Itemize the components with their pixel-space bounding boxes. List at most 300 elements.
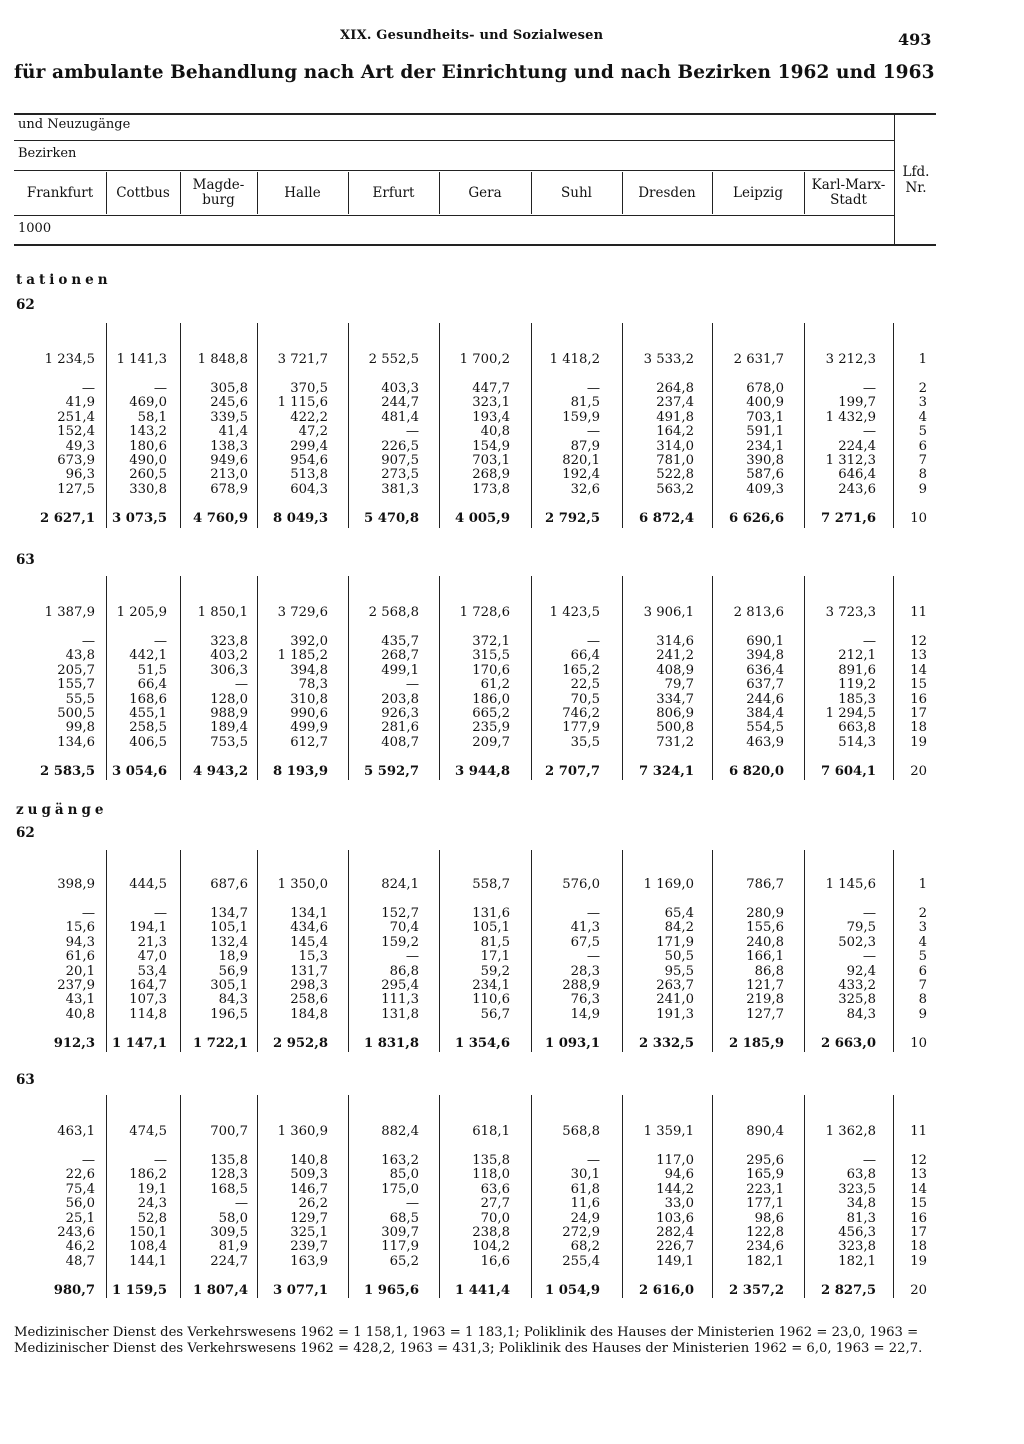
table-cell: 41,3 — [570, 920, 600, 936]
table-cell: 234,6 — [746, 1239, 784, 1255]
table-cell: 384,4 — [746, 706, 784, 721]
table-total-cell: 1 093,1 — [544, 1035, 600, 1051]
table-cell: 499,1 — [381, 662, 419, 678]
table-cell: 781,0 — [656, 453, 694, 468]
table-cell: 149,1 — [656, 1253, 694, 1269]
table-total-cell: 7 324,1 — [638, 763, 694, 779]
table-total-cell: 3 073,5 — [111, 510, 167, 526]
column-divider — [106, 323, 107, 528]
table-cell: 163,9 — [290, 1253, 328, 1269]
table-cell: 25,1 — [65, 1210, 95, 1226]
row-number: 12 — [910, 1153, 927, 1168]
column-divider — [180, 850, 181, 1052]
table-cell: 152,4 — [57, 424, 95, 440]
table-cell: 87,9 — [570, 438, 600, 454]
table-cell: — — [586, 634, 600, 649]
table-cell: — — [81, 634, 95, 649]
table-cell: 51,5 — [137, 662, 167, 678]
table-cell: 171,9 — [656, 934, 694, 950]
table-cell: 1 387,9 — [44, 605, 95, 620]
table-cell: 182,1 — [746, 1253, 784, 1269]
table-cell: 463,9 — [746, 734, 784, 750]
table-cell: 469,0 — [129, 395, 167, 411]
table-cell: 264,8 — [656, 381, 694, 396]
table-total-cell: 1 054,9 — [544, 1282, 600, 1298]
table-cell: 21,3 — [137, 934, 167, 950]
table-cell: 323,8 — [210, 634, 248, 649]
table-total-cell: 2 707,7 — [544, 763, 600, 779]
table-cell: 255,4 — [562, 1253, 600, 1269]
table-cell: 81,3 — [846, 1210, 876, 1226]
table-cell: 86,8 — [389, 963, 419, 979]
table-cell: 240,8 — [746, 934, 784, 950]
table-cell: 1 294,5 — [825, 706, 876, 721]
table-cell: 806,9 — [656, 706, 694, 721]
table-cell: 731,2 — [656, 734, 694, 750]
table-total-cell: 7 604,1 — [820, 763, 876, 779]
column-divider — [622, 323, 623, 528]
column-divider — [893, 323, 894, 528]
table-cell: 890,4 — [746, 1124, 784, 1139]
table-cell: 223,1 — [746, 1181, 784, 1197]
table-cell: 408,9 — [656, 662, 694, 678]
table-cell: 325,8 — [838, 992, 876, 1008]
table-cell: 28,3 — [570, 963, 600, 979]
table-total-cell: 6 626,6 — [728, 510, 784, 526]
table-cell: 435,7 — [381, 634, 419, 649]
page-number: 493 — [898, 30, 932, 49]
table-total-cell: 5 470,8 — [363, 510, 419, 526]
column-header: Cottbus — [116, 184, 170, 201]
row-number: 16 — [910, 1210, 927, 1226]
row-number: 18 — [910, 720, 927, 736]
table-cell: 122,8 — [746, 1225, 784, 1240]
table-cell: 11,6 — [570, 1196, 600, 1212]
row-number: 16 — [910, 691, 927, 707]
header-subtitle: und Neuzugänge — [18, 117, 131, 132]
table-cell: 234,1 — [746, 438, 784, 454]
table-cell: 665,2 — [472, 706, 510, 721]
table-total-cell: 2 952,8 — [272, 1035, 328, 1051]
table-cell: 79,5 — [846, 920, 876, 936]
table-cell: 70,4 — [389, 920, 419, 936]
row-number: 6 — [918, 963, 927, 979]
column-divider — [893, 850, 894, 1052]
header-lfd-divider — [894, 115, 895, 245]
table-total-cell: 2 332,5 — [638, 1035, 694, 1051]
table-cell: 165,9 — [746, 1167, 784, 1183]
table-cell: 84,3 — [846, 1006, 876, 1022]
table-total-cell: 3 077,1 — [272, 1282, 328, 1298]
table-cell: — — [862, 634, 876, 649]
table-cell: 224,4 — [838, 438, 876, 454]
table-cell: 192,4 — [562, 467, 600, 483]
table-cell: 604,3 — [290, 481, 328, 497]
table-cell: 1 360,9 — [277, 1124, 328, 1139]
table-cell: 79,7 — [664, 677, 694, 693]
table-cell: 199,7 — [838, 395, 876, 411]
table-total-cell: 1 354,6 — [454, 1035, 510, 1051]
table-cell: — — [862, 1153, 876, 1168]
table-cell: 63,8 — [846, 1167, 876, 1183]
table-cell: 309,7 — [381, 1225, 419, 1240]
table-cell: 117,9 — [381, 1239, 419, 1255]
table-cell: 514,3 — [838, 734, 876, 750]
table-cell: 177,9 — [562, 720, 600, 736]
column-divider — [348, 1095, 349, 1298]
table-cell: 408,7 — [381, 734, 419, 750]
table-cell: 65,4 — [664, 906, 694, 921]
table-cell: 53,4 — [137, 963, 167, 979]
table-cell: 145,4 — [290, 934, 328, 950]
table-cell: 177,1 — [746, 1196, 784, 1212]
table-cell: 118,0 — [472, 1167, 510, 1183]
table-cell: 491,8 — [656, 409, 694, 425]
table-cell: 159,2 — [381, 934, 419, 950]
table-cell: 1 432,9 — [825, 409, 876, 425]
section-year-1963: 63 — [16, 552, 35, 568]
table-cell: 48,7 — [65, 1253, 95, 1269]
header-group-label: Bezirken — [18, 146, 77, 161]
table-cell: 392,0 — [290, 634, 328, 649]
table-cell: 891,6 — [838, 662, 876, 678]
column-divider — [712, 576, 713, 780]
table-cell: 155,6 — [746, 920, 784, 936]
table-cell: 1 700,2 — [459, 352, 510, 367]
table-cell: 135,8 — [210, 1153, 248, 1168]
table-cell: — — [81, 381, 95, 396]
table-cell: 168,6 — [129, 691, 167, 707]
table-cell: 143,2 — [129, 424, 167, 440]
column-divider — [531, 1095, 532, 1298]
row-number: 17 — [910, 1225, 927, 1240]
column-divider — [257, 576, 258, 780]
table-cell: 61,8 — [570, 1181, 600, 1197]
table-cell: 339,5 — [210, 409, 248, 425]
table-cell: 189,4 — [210, 720, 248, 736]
header-top-rule — [14, 113, 936, 115]
table-cell: 260,5 — [129, 467, 167, 483]
running-head: XIX. Gesundheits- und Sozialwesen — [340, 28, 604, 43]
table-cell: 63,6 — [480, 1181, 510, 1197]
table-cell: 241,0 — [656, 992, 694, 1008]
column-header-divider — [804, 172, 805, 214]
table-total-cell: 4 943,2 — [192, 763, 248, 779]
table-cell: 34,8 — [846, 1196, 876, 1212]
section-year-1962: 62 — [16, 297, 35, 313]
table-cell: — — [586, 381, 600, 396]
table-total-cell: 1 441,4 — [454, 1282, 510, 1298]
row-number: 15 — [910, 1196, 927, 1212]
table-total-cell: 1 159,5 — [111, 1282, 167, 1298]
table-cell: 43,8 — [65, 648, 95, 664]
header-rule-3 — [14, 215, 894, 216]
column-divider — [439, 850, 440, 1052]
table-cell: 164,2 — [656, 424, 694, 440]
table-cell: — — [153, 906, 167, 921]
table-cell: 988,9 — [210, 706, 248, 721]
section-year-1963-zugaenge: 63 — [16, 1072, 35, 1088]
row-number: 7 — [918, 978, 927, 993]
row-number: 7 — [918, 453, 927, 468]
column-divider — [348, 576, 349, 780]
table-cell: 746,2 — [562, 706, 600, 721]
table-cell: 182,1 — [838, 1253, 876, 1269]
table-cell: 409,3 — [746, 481, 784, 497]
table-cell: 146,7 — [290, 1181, 328, 1197]
table-cell: 587,6 — [746, 467, 784, 483]
table-cell: 3 212,3 — [825, 352, 876, 367]
table-cell: 212,1 — [838, 648, 876, 664]
row-number: 10 — [910, 510, 927, 526]
table-cell: 394,8 — [746, 648, 784, 664]
table-cell: 1 205,9 — [116, 605, 167, 620]
table-cell: 129,7 — [290, 1210, 328, 1226]
table-cell: 131,8 — [381, 1006, 419, 1022]
column-header: Suhl — [561, 184, 592, 201]
table-cell: 447,7 — [472, 381, 510, 396]
row-number: 5 — [918, 424, 927, 440]
row-number: 12 — [910, 634, 927, 649]
table-cell: 35,5 — [570, 734, 600, 750]
table-cell: 522,8 — [656, 467, 694, 483]
table-cell: 84,2 — [664, 920, 694, 936]
table-total-cell: 2 792,5 — [544, 510, 600, 526]
table-cell: 1 169,0 — [643, 877, 694, 892]
table-cell: 299,4 — [290, 438, 328, 454]
row-number: 9 — [918, 1006, 927, 1022]
table-cell: 272,9 — [562, 1225, 600, 1240]
header-rule-1 — [14, 140, 894, 141]
table-cell: — — [586, 949, 600, 965]
row-number: 17 — [910, 706, 927, 721]
column-divider — [348, 850, 349, 1052]
table-cell: 128,0 — [210, 691, 248, 707]
table-cell: 390,8 — [746, 453, 784, 468]
row-number: 14 — [910, 1181, 927, 1197]
table-cell: 108,4 — [129, 1239, 167, 1255]
table-cell: 128,3 — [210, 1167, 248, 1183]
table-cell: 499,9 — [290, 720, 328, 736]
table-cell: 298,3 — [290, 978, 328, 993]
table-cell: 244,7 — [381, 395, 419, 411]
column-header: Gera — [468, 184, 502, 201]
table-cell: 209,7 — [472, 734, 510, 750]
table-cell: 394,8 — [290, 662, 328, 678]
table-cell: 700,7 — [210, 1124, 248, 1139]
column-header: Halle — [284, 184, 321, 201]
table-cell: 591,1 — [746, 424, 784, 440]
row-number: 3 — [918, 920, 927, 936]
table-cell: 40,8 — [480, 424, 510, 440]
column-divider — [180, 576, 181, 780]
table-cell: 17,1 — [480, 949, 510, 965]
column-divider — [804, 1095, 805, 1298]
table-cell: — — [862, 906, 876, 921]
column-divider — [804, 323, 805, 528]
table-cell: 94,6 — [664, 1167, 694, 1183]
table-cell: 40,8 — [65, 1006, 95, 1022]
table-cell: 43,1 — [65, 992, 95, 1008]
table-cell: — — [81, 906, 95, 921]
column-divider — [106, 850, 107, 1052]
table-total-cell: 2 185,9 — [728, 1035, 784, 1051]
column-divider — [439, 576, 440, 780]
table-cell: 305,1 — [210, 978, 248, 993]
table-cell: 33,0 — [664, 1196, 694, 1212]
table-cell: 81,9 — [218, 1239, 248, 1255]
table-cell: — — [153, 1153, 167, 1168]
table-cell: 75,4 — [65, 1181, 95, 1197]
table-cell: 678,0 — [746, 381, 784, 396]
table-cell: 786,7 — [746, 877, 784, 892]
table-cell: 94,3 — [65, 934, 95, 950]
column-header-divider — [439, 172, 440, 214]
column-divider — [439, 1095, 440, 1298]
table-cell: 2 813,6 — [733, 605, 784, 620]
column-divider — [180, 323, 181, 528]
table-cell: 107,3 — [129, 992, 167, 1008]
row-number: 13 — [910, 648, 927, 664]
table-cell: 1 185,2 — [277, 648, 328, 664]
section-year-1962-zugaenge: 62 — [16, 825, 35, 841]
column-divider — [257, 1095, 258, 1298]
table-cell: 273,5 — [381, 467, 419, 483]
table-cell: 434,6 — [290, 920, 328, 936]
table-cell: 196,5 — [210, 1006, 248, 1022]
table-cell: 235,9 — [472, 720, 510, 736]
table-cell: 67,5 — [570, 934, 600, 950]
table-cell: 576,0 — [562, 877, 600, 892]
table-cell: 330,8 — [129, 481, 167, 497]
table-cell: 314,0 — [656, 438, 694, 454]
table-cell: 295,4 — [381, 978, 419, 993]
table-cell: 86,8 — [754, 963, 784, 979]
table-cell: 55,5 — [65, 691, 95, 707]
table-cell: 315,5 — [472, 648, 510, 664]
table-cell: 95,5 — [664, 963, 694, 979]
table-cell: 309,5 — [210, 1225, 248, 1240]
table-cell: 618,1 — [472, 1124, 510, 1139]
table-cell: 56,7 — [480, 1006, 510, 1022]
table-cell: 258,6 — [290, 992, 328, 1008]
table-cell: 403,3 — [381, 381, 419, 396]
table-cell: 159,9 — [562, 409, 600, 425]
table-cell: 239,7 — [290, 1239, 328, 1255]
table-cell: 314,6 — [656, 634, 694, 649]
column-divider — [257, 323, 258, 528]
table-cell: 513,8 — [290, 467, 328, 483]
table-cell: 150,1 — [129, 1225, 167, 1240]
row-number: 13 — [910, 1167, 927, 1183]
table-cell: 152,7 — [381, 906, 419, 921]
table-cell: 381,3 — [381, 481, 419, 497]
table-cell: 502,3 — [838, 934, 876, 950]
table-cell: 490,0 — [129, 453, 167, 468]
table-cell: 47,0 — [137, 949, 167, 965]
table-cell: 14,9 — [570, 1006, 600, 1022]
table-cell: 213,0 — [210, 467, 248, 483]
table-cell: 1 145,6 — [825, 877, 876, 892]
table-cell: 310,8 — [290, 691, 328, 707]
table-cell: 1 728,6 — [459, 605, 510, 620]
table-cell: 690,1 — [746, 634, 784, 649]
table-cell: 155,7 — [57, 677, 95, 693]
table-cell: 226,7 — [656, 1239, 694, 1255]
header-rule-2 — [14, 170, 894, 171]
table-cell: 15,6 — [65, 920, 95, 936]
column-divider — [622, 1095, 623, 1298]
table-cell: 18,9 — [218, 949, 248, 965]
table-cell: 238,8 — [472, 1225, 510, 1240]
table-cell: — — [81, 1153, 95, 1168]
column-header: Frankfurt — [26, 184, 94, 201]
table-total-cell: 912,3 — [53, 1035, 95, 1051]
table-cell: 400,9 — [746, 395, 784, 411]
column-header-divider — [348, 172, 349, 214]
column-divider — [893, 1095, 894, 1298]
table-cell: 1 350,0 — [277, 877, 328, 892]
table-cell: 882,4 — [381, 1124, 419, 1139]
table-total-cell: 2 583,5 — [39, 763, 95, 779]
table-cell: 673,9 — [57, 453, 95, 468]
table-cell: 132,4 — [210, 934, 248, 950]
table-cell: — — [153, 634, 167, 649]
table-cell: 3 723,3 — [825, 605, 876, 620]
table-cell: 140,8 — [290, 1153, 328, 1168]
table-cell: 554,5 — [746, 720, 784, 736]
table-cell: 444,5 — [129, 877, 167, 892]
table-cell: 3 721,7 — [277, 352, 328, 367]
column-divider — [804, 576, 805, 780]
table-cell: 61,6 — [65, 949, 95, 965]
table-total-cell: 2 616,0 — [638, 1282, 694, 1298]
header-bottom-rule — [14, 244, 936, 246]
table-cell: 305,8 — [210, 381, 248, 396]
table-cell: 85,0 — [389, 1167, 419, 1183]
table-cell: 186,2 — [129, 1167, 167, 1183]
table-cell: 282,4 — [656, 1225, 694, 1240]
table-cell: 334,7 — [656, 691, 694, 707]
table-cell: 1 848,8 — [197, 352, 248, 367]
table-cell: 907,5 — [381, 453, 419, 468]
table-cell: 306,3 — [210, 662, 248, 678]
table-cell: — — [405, 677, 419, 693]
table-cell: 500,8 — [656, 720, 694, 736]
table-cell: 226,5 — [381, 438, 419, 454]
table-total-cell: 2 827,5 — [820, 1282, 876, 1298]
table-cell: 500,5 — [57, 706, 95, 721]
table-total-cell: 8 049,3 — [272, 510, 328, 526]
table-cell: 288,9 — [562, 978, 600, 993]
section-heading-bestand: tationen — [16, 272, 112, 288]
table-cell: 323,1 — [472, 395, 510, 411]
table-cell: 173,8 — [472, 481, 510, 497]
table-cell: 926,3 — [381, 706, 419, 721]
table-cell: 2 568,8 — [368, 605, 419, 620]
table-cell: 22,5 — [570, 677, 600, 693]
table-cell: 114,8 — [129, 1006, 167, 1022]
table-cell: 3 906,1 — [643, 605, 694, 620]
table-cell: 50,5 — [664, 949, 694, 965]
table-cell: 131,6 — [472, 906, 510, 921]
table-cell: 131,7 — [290, 963, 328, 979]
table-cell: 15,3 — [298, 949, 328, 965]
table-total-cell: 2 627,1 — [39, 510, 95, 526]
table-cell: 185,3 — [838, 691, 876, 707]
table-cell: 144,2 — [656, 1181, 694, 1197]
row-number: 11 — [910, 1124, 927, 1139]
